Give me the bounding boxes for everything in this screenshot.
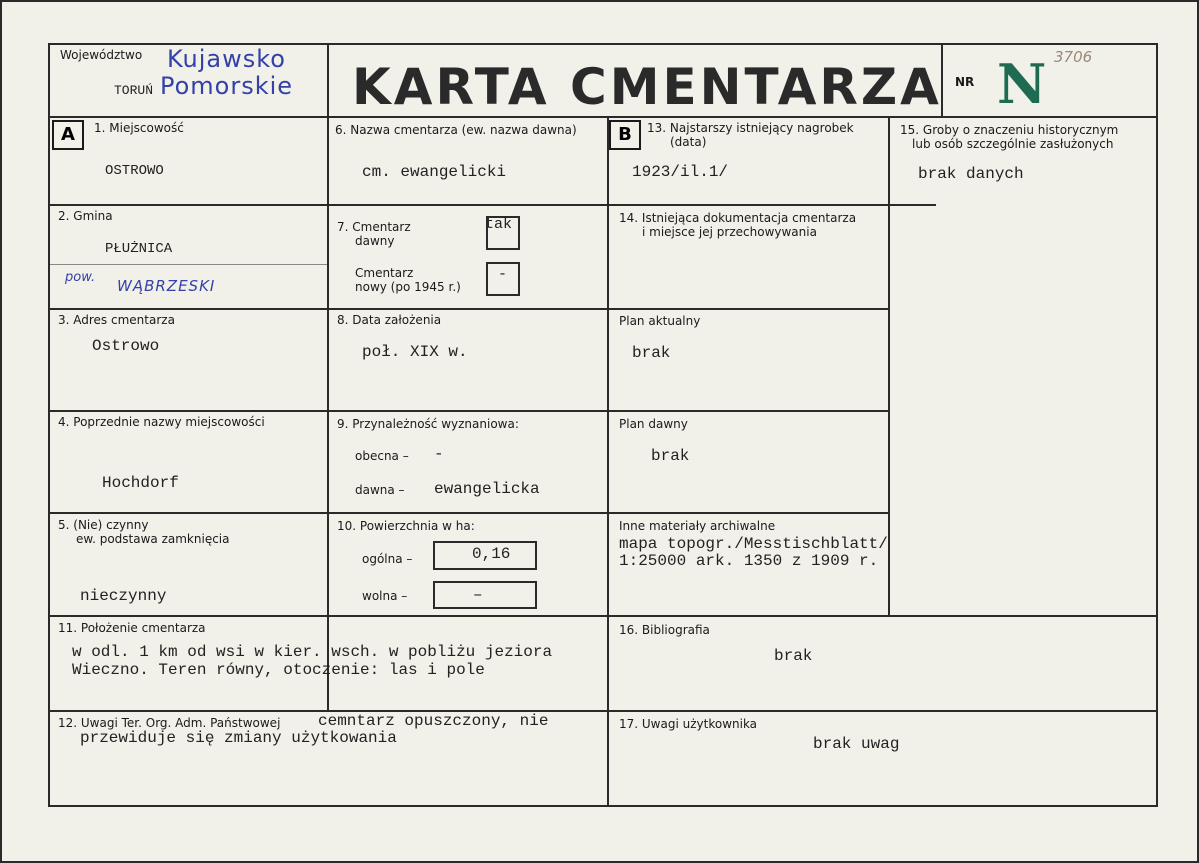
wolna-value: – <box>473 586 483 604</box>
dawna-value: ewangelicka <box>434 480 540 498</box>
inne-materialy-label: Inne materiały archiwalne <box>619 519 776 533</box>
rule <box>48 512 888 514</box>
dokumentacja-label-1: 14. Istniejąca dokumentacja cmentarza <box>619 211 857 225</box>
groby-label-1: 15. Groby o znaczeniu historycznym <box>900 123 1119 137</box>
inne-materialy-value-2: 1:25000 ark. 1350 z 1909 r. <box>619 552 879 570</box>
rule <box>48 308 888 310</box>
poprzednie-nazwy-value: Hochdorf <box>102 474 179 492</box>
wojewodztwo-label: Województwo <box>60 48 143 62</box>
czynny-label-1: 5. (Nie) czynny <box>58 518 149 532</box>
nr-label: NR <box>955 75 975 89</box>
groby-label-2: lub osób szczególnie zasłużonych <box>912 137 1114 151</box>
obecna-value: - <box>434 445 444 463</box>
cmentarz-nowy-label-1: Cmentarz <box>355 266 414 280</box>
dawna-label: dawna – <box>355 483 405 497</box>
plan-dawny-label: Plan dawny <box>619 417 688 431</box>
polozenie-value-1: w odl. 1 km od wsi w kier. wsch. w pobliżu jeziora <box>72 643 553 661</box>
wojewodztwo-line2: Pomorskie <box>160 72 294 100</box>
rule <box>888 116 890 615</box>
bibliografia-label: 16. Bibliografia <box>619 623 710 637</box>
uwagi-ter-label: 12. Uwagi Ter. Org. Adm. Państwowej <box>58 716 281 730</box>
cmentarz-nowy-label-2: nowy (po 1945 r.) <box>355 280 461 294</box>
przynaleznosc-label: 9. Przynależność wyznaniowa: <box>337 417 519 431</box>
najstarszy-label-2: (data) <box>670 135 707 149</box>
data-zalozenia-label: 8. Data założenia <box>337 313 442 327</box>
cmentarz-dawny-value: tak <box>485 216 513 233</box>
najstarszy-label-1: 13. Najstarszy istniejący nagrobek <box>647 121 854 135</box>
adres-label: 3. Adres cmentarza <box>58 313 175 327</box>
czynny-label-2: ew. podstawa zamknięcia <box>76 532 230 546</box>
section-b-badge: B <box>609 120 641 150</box>
gmina-value: PŁUŻNICA <box>105 241 173 257</box>
czynny-value: nieczynny <box>80 587 167 605</box>
miejscowosc-label: 1. Miejscowość <box>94 121 184 135</box>
bibliografia-value: brak <box>774 647 813 665</box>
rule <box>50 264 327 265</box>
uwagi-uzytkownika-value: brak uwag <box>813 735 900 753</box>
page-title: KARTA CMENTARZA <box>352 58 942 116</box>
rule <box>48 710 1158 712</box>
inne-materialy-value-1: mapa topogr./Messtischblatt/ <box>619 535 888 553</box>
rule <box>327 43 329 710</box>
groby-value: brak danych <box>918 165 1024 183</box>
torun-stamp: TORUŃ <box>114 83 154 98</box>
ogolna-label: ogólna – <box>362 552 413 566</box>
miejscowosc-value: OSTROWO <box>105 163 164 179</box>
poprzednie-nazwy-label: 4. Poprzednie nazwy miejscowości <box>58 415 265 429</box>
rule <box>607 116 609 806</box>
rule <box>48 410 888 412</box>
polozenie-value-2: Wieczno. Teren równy, otoczenie: las i pole <box>72 661 485 679</box>
nazwa-value: cm. ewangelicki <box>362 163 507 181</box>
rule <box>48 43 50 807</box>
polozenie-label: 11. Położenie cmentarza <box>58 621 206 635</box>
wolna-box <box>433 581 537 609</box>
najstarszy-value: 1923/il.1/ <box>632 163 729 181</box>
powiat-value: WĄBRZESKI <box>117 277 216 295</box>
rule <box>48 805 1158 807</box>
ogolna-value: 0,16 <box>472 545 511 563</box>
archive-number: 3706 <box>1054 48 1093 66</box>
dokumentacja-label-2: i miejsce jej przechowywania <box>642 225 817 239</box>
cmentarz-dawny-label-2: dawny <box>355 234 395 248</box>
rule <box>1156 43 1158 807</box>
cmentarz-dawny-label-1: 7. Cmentarz <box>337 220 411 234</box>
data-zalozenia-value: poł. XIX w. <box>362 343 468 361</box>
section-a-badge: A <box>52 120 84 150</box>
powierzchnia-label: 10. Powierzchnia w ha: <box>337 519 475 533</box>
cmentarz-nowy-value: - <box>498 266 508 283</box>
plan-dawny-value: brak <box>651 447 690 465</box>
adres-value: Ostrowo <box>92 337 160 355</box>
rule <box>48 615 1158 617</box>
gmina-label: 2. Gmina <box>58 209 113 223</box>
uwagi-ter-value-2: przewiduje się zmiany użytkowania <box>80 729 397 747</box>
uwagi-uzytkownika-label: 17. Uwagi użytkownika <box>619 717 758 731</box>
nr-value: N <box>997 52 1047 116</box>
obecna-label: obecna – <box>355 449 409 463</box>
powiat-prefix: pow. <box>65 270 96 285</box>
uwagi-ter-value-1: cemntarz opuszczony, nie <box>318 712 549 730</box>
rule <box>48 204 936 206</box>
wojewodztwo-line1: Kujawsko <box>167 45 286 73</box>
wolna-label: wolna – <box>362 589 408 603</box>
plan-aktualny-value: brak <box>632 344 671 362</box>
nazwa-label: 6. Nazwa cmentarza (ew. nazwa dawna) <box>335 123 577 137</box>
plan-aktualny-label: Plan aktualny <box>619 314 701 328</box>
